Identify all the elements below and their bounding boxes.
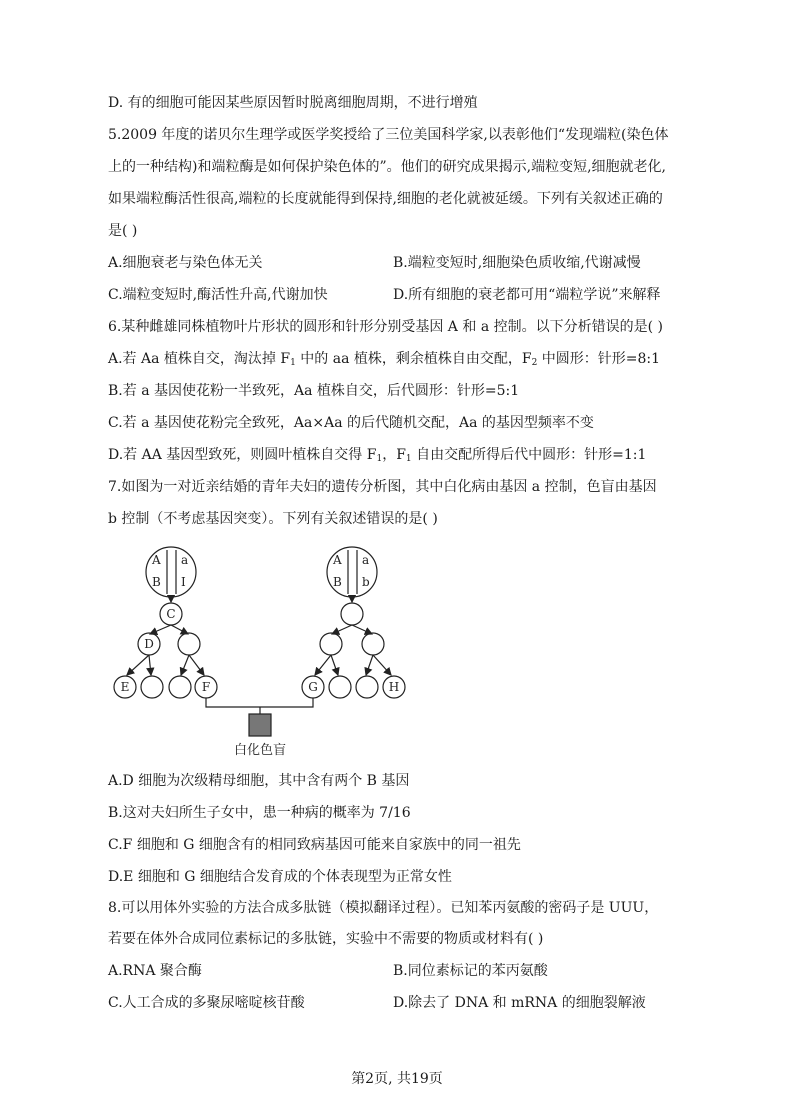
cell-d-label: D	[144, 637, 154, 651]
q7-option-c: C.F 细胞和 G 细胞含有的相同致病基因可能来自家族中的同一祖先	[108, 837, 521, 853]
q5-option-c: C.端粒变短时,酶活性升高,代谢加快	[108, 287, 328, 303]
q6-option-d: D.若 AA 基因型致死，则圆叶植株自交得 $F_1$，$F_1$ 自由交配所得后代中圆形：针形=1:1	[108, 447, 647, 464]
left-gene-b1: B	[152, 575, 161, 589]
affected-child-label: 白化色盲	[233, 743, 287, 758]
q5-stem-line-1: 5.2009 年度的诺贝尔生理学或医学奖授给了三位美国科学家,以表彰他们“发现端粒(染色体	[108, 127, 669, 143]
gamete-f-label: F	[201, 680, 211, 694]
page-footer: 第2页, 共19页	[351, 1071, 443, 1087]
left-gene-a1: A	[152, 553, 161, 567]
q7-stem-line-2: b 控制（不考虑基因突变）。下列有关叙述错误的是( )	[108, 511, 438, 527]
q5-option-b: B.端粒变短时,细胞染色质收缩,代谢减慢	[393, 255, 641, 271]
q7-option-a: A.D 细胞为次级精母细胞，其中含有两个 B 基因	[108, 773, 410, 789]
fertilization-line	[206, 698, 313, 707]
q4-option-d: D. 有的细胞可能因某些原因暂时脱离细胞周期，不进行增殖	[108, 95, 478, 111]
right-gene-a2: a	[362, 553, 370, 567]
cell-right-primary	[341, 603, 363, 625]
right-gene-b1: B	[333, 575, 342, 589]
q8-option-c: C.人工合成的多聚尿嘧啶核苷酸	[108, 995, 305, 1011]
cell-right-secondary-1	[320, 633, 342, 655]
q5-option-d: D.所有细胞的衰老都可用“端粒学说”来解释	[393, 287, 661, 303]
q7-option-d: D.E 细胞和 G 细胞结合发育成的个体表现型为正常女性	[108, 869, 452, 885]
gamete-h-label: H	[388, 680, 400, 694]
q6-option-b: B.若 a 基因使花粉一半致死，Aa 植株自交，后代圆形：针形=5:1	[108, 383, 520, 399]
gamete-left-3	[169, 676, 191, 698]
affected-child-square	[249, 714, 271, 736]
cell-right-secondary-2	[362, 633, 384, 655]
q5-stem-line-4: 是( )	[108, 223, 138, 239]
right-gene-a1: A	[333, 553, 342, 567]
gamete-e-label: E	[120, 680, 130, 694]
cell-left-secondary	[178, 633, 200, 655]
left-gene-b2: I	[181, 575, 186, 589]
q6-stem: 6.某种雌雄同株植物叶片形状的圆形和针形分别受基因 A 和 a 控制。以下分析错误的是( )	[108, 319, 663, 335]
q7-option-b: B.这对夫妇所生子女中，患一种病的概率为 7/16	[108, 805, 411, 821]
gamete-right-2	[329, 676, 351, 698]
q7-stem-line-1: 7.如图为一对近亲结婚的青年夫妇的遗传分析图，其中白化病由基因 a 控制，色盲由基因	[108, 479, 657, 495]
q8-stem-line-2: 若要在体外合成同位素标记的多肽链，实验中不需要的物质或材料有( )	[108, 931, 544, 947]
right-gene-b2: b	[362, 575, 370, 589]
right-parent-cell	[327, 547, 377, 597]
q5-option-a: A.细胞衰老与染色体无关	[108, 255, 263, 271]
left-parent-cell	[146, 547, 196, 597]
left-gene-a2: a	[181, 553, 189, 567]
q8-option-a: A.RNA 聚合酶	[108, 963, 202, 979]
q8-option-d: D.除去了 DNA 和 mRNA 的细胞裂解液	[393, 995, 646, 1011]
q8-option-b: B.同位素标记的苯丙氨酸	[393, 963, 548, 979]
q5-stem-line-2: 上的一种结构)和端粒酶是如何保护染色体的”。他们的研究成果揭示,端粒变短,细胞就老化,	[108, 159, 666, 175]
gamete-g-label: G	[308, 680, 318, 694]
genetic-analysis-diagram	[100, 538, 420, 764]
gamete-left-2	[141, 676, 163, 698]
q5-stem-line-3: 如果端粒酶活性很高,端粒的长度就能得到保持,细胞的老化就被延缓。下列有关叙述正确的	[108, 191, 663, 207]
gamete-right-3	[356, 676, 378, 698]
q6-option-c: C.若 a 基因使花粉完全致死，Aa×Aa 的后代随机交配，Aa 的基因型频率不变	[108, 415, 594, 431]
q6-option-a: A.若 Aa 植株自交，淘汰掉 $F_1$ 中的 aa 植株，剩余植株自由交配，$F_2$ 中圆形：针形=8:1	[108, 351, 661, 368]
cell-c-label: C	[166, 607, 176, 621]
q8-stem-line-1: 8.可以用体外实验的方法合成多肽链（模拟翻译过程）。已知苯丙氨酸的密码子是 UUU，	[108, 900, 659, 916]
